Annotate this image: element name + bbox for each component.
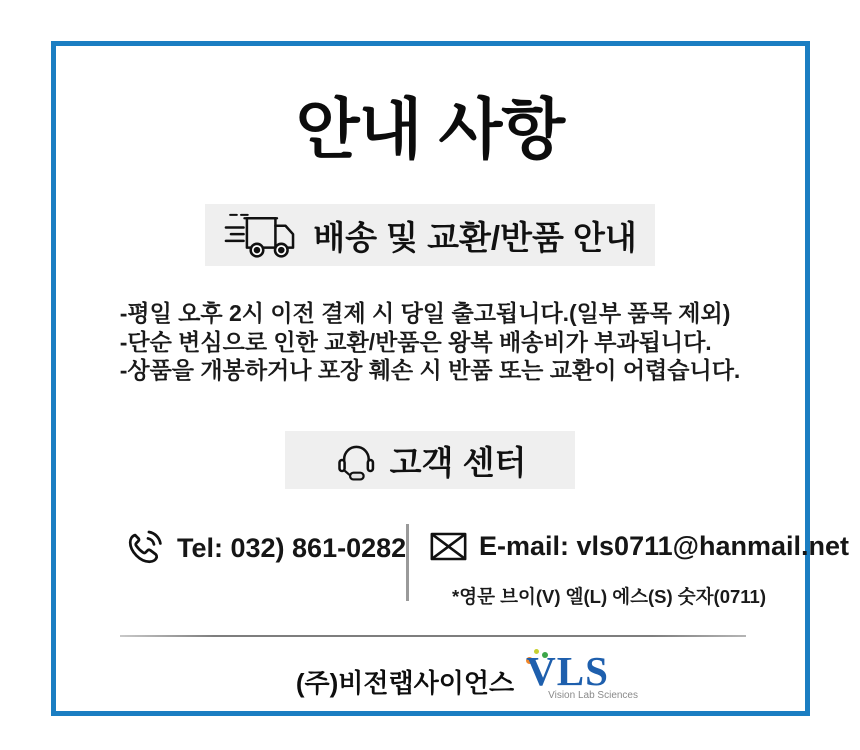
email-icon <box>430 532 467 561</box>
customer-center-label: 고객 센터 <box>389 443 527 481</box>
footer <box>36 648 860 702</box>
contact-email <box>430 531 849 562</box>
policy-line: -평일 오후 2시 이전 결제 시 당일 출고됩니다.(일부 품목 제외) <box>119 300 731 326</box>
company-name: (주)비전랩사이언스 <box>295 668 515 698</box>
shipping-header-label: 배송 및 교환/반품 안내 <box>313 218 637 256</box>
delivery-truck-icon <box>223 209 301 261</box>
vls-logo <box>524 648 636 702</box>
customer-center-header <box>285 431 575 489</box>
shipping-policy-list <box>120 299 741 385</box>
tel-label: Tel: 032) 861-0282 <box>177 532 407 563</box>
logo-text: VLS <box>526 648 609 694</box>
contact-tel <box>122 527 406 569</box>
policy-line: -단순 변심으로 인한 교환/반품은 왕복 배송비가 부과됩니다. <box>119 328 712 355</box>
page-title: 안내 사항 <box>295 92 565 166</box>
logo-subtext: Vision Lab Sciences <box>548 690 638 701</box>
phone-icon <box>122 527 164 569</box>
contact-divider <box>406 524 409 601</box>
email-label: E-mail: vls0711@hanmail.net <box>479 531 849 561</box>
shipping-section-header <box>205 204 655 266</box>
headset-icon <box>334 438 378 482</box>
email-note: *영문 브이(V) 엘(L) 에스(S) 숫자(0711) <box>452 586 766 607</box>
policy-line: -상품을 개봉하거나 포장 훼손 시 반품 또는 교환이 어렵습니다. <box>119 357 741 383</box>
footer-divider <box>120 635 746 637</box>
